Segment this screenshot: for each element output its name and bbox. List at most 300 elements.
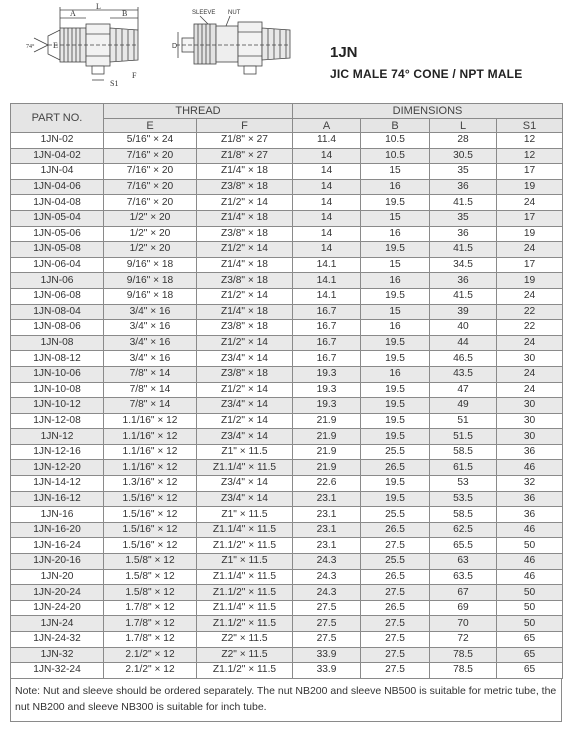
part-no-cell: 1JN-05-06	[11, 226, 104, 242]
dim-l-cell: 63.5	[430, 569, 497, 585]
dim-s1-cell: 65	[497, 632, 563, 648]
dim-a-cell: 27.5	[293, 616, 361, 632]
thread-f-cell: Z1" × 11.5	[197, 507, 293, 523]
dim-s1-cell: 24	[497, 242, 563, 258]
dim-s1-cell: 30	[497, 429, 563, 445]
dim-a-cell: 14	[293, 226, 361, 242]
thread-f-cell: Z3/4" × 14	[197, 398, 293, 414]
dim-s1-cell: 30	[497, 398, 563, 414]
dim-s1-cell: 22	[497, 304, 563, 320]
table-row	[11, 554, 563, 570]
dim-a-cell: 27.5	[293, 632, 361, 648]
dim-a-cell: 14	[293, 179, 361, 195]
thread-f-cell: Z1.1/2" × 11.5	[197, 663, 293, 679]
dim-a-cell: 14.1	[293, 273, 361, 289]
thread-e-cell: 1.7/8" × 12	[104, 616, 197, 632]
part-no-cell: 1JN-16-20	[11, 522, 104, 538]
part-no-cell: 1JN-20	[11, 569, 104, 585]
thread-e-cell: 1.1/16" × 12	[104, 413, 197, 429]
label-a: A	[70, 9, 76, 18]
dim-l-cell: 49	[430, 398, 497, 414]
dim-l-cell: 35	[430, 164, 497, 180]
table-row	[11, 304, 563, 320]
table-row	[11, 616, 563, 632]
part-no-cell: 1JN-08	[11, 335, 104, 351]
dim-b-cell: 19.5	[361, 429, 430, 445]
thread-e-cell: 1.1/16" × 12	[104, 429, 197, 445]
dim-a-cell: 16.7	[293, 304, 361, 320]
table-row	[11, 366, 563, 382]
header-b: B	[361, 119, 430, 133]
label-e: E	[53, 41, 58, 50]
table-row	[11, 632, 563, 648]
dim-s1-cell: 12	[497, 133, 563, 149]
header-part-no: PART NO.	[11, 104, 104, 133]
table-row	[11, 288, 563, 304]
dim-a-cell: 21.9	[293, 429, 361, 445]
table-row	[11, 398, 563, 414]
part-no-cell: 1JN-32-24	[11, 663, 104, 679]
table-row	[11, 273, 563, 289]
part-no-cell: 1JN-32	[11, 647, 104, 663]
dim-a-cell: 24.3	[293, 569, 361, 585]
dim-l-cell: 39	[430, 304, 497, 320]
table-row	[11, 491, 563, 507]
thread-e-cell: 1.7/8" × 12	[104, 632, 197, 648]
dim-s1-cell: 24	[497, 335, 563, 351]
thread-e-cell: 1.3/16" × 12	[104, 476, 197, 492]
table-row	[11, 476, 563, 492]
thread-f-cell: Z2" × 11.5	[197, 632, 293, 648]
dim-s1-cell: 24	[497, 382, 563, 398]
dim-a-cell: 21.9	[293, 413, 361, 429]
dim-b-cell: 16	[361, 273, 430, 289]
header-thread: THREAD	[104, 104, 293, 119]
thread-f-cell: Z1/2" × 14	[197, 288, 293, 304]
dim-l-cell: 36	[430, 273, 497, 289]
thread-f-cell: Z3/8" × 18	[197, 273, 293, 289]
dim-a-cell: 19.3	[293, 382, 361, 398]
part-no-cell: 1JN-12	[11, 429, 104, 445]
thread-f-cell: Z3/4" × 14	[197, 351, 293, 367]
part-no-cell: 1JN-05-08	[11, 242, 104, 258]
thread-f-cell: Z1/2" × 14	[197, 382, 293, 398]
part-no-cell: 1JN-24	[11, 616, 104, 632]
dim-l-cell: 70	[430, 616, 497, 632]
thread-f-cell: Z1.1/4" × 11.5	[197, 522, 293, 538]
thread-e-cell: 7/8" × 14	[104, 398, 197, 414]
thread-e-cell: 7/8" × 14	[104, 382, 197, 398]
header-dimensions: DIMENSIONS	[293, 104, 563, 119]
thread-e-cell: 5/16" × 24	[104, 133, 197, 149]
thread-f-cell: Z1/2" × 14	[197, 335, 293, 351]
dim-a-cell: 14	[293, 210, 361, 226]
thread-e-cell: 9/16" × 18	[104, 257, 197, 273]
dim-s1-cell: 36	[497, 491, 563, 507]
header	[0, 0, 566, 100]
dim-a-cell: 16.7	[293, 320, 361, 336]
part-no-cell: 1JN-10-08	[11, 382, 104, 398]
table-row	[11, 413, 563, 429]
dim-s1-cell: 30	[497, 413, 563, 429]
dim-l-cell: 30.5	[430, 148, 497, 164]
part-no-cell: 1JN-16	[11, 507, 104, 523]
thread-e-cell: 3/4" × 16	[104, 335, 197, 351]
thread-e-cell: 1.7/8" × 12	[104, 600, 197, 616]
header-f: F	[197, 119, 293, 133]
dim-s1-cell: 32	[497, 476, 563, 492]
dim-s1-cell: 19	[497, 179, 563, 195]
part-no-cell: 1JN-08-04	[11, 304, 104, 320]
label-b: B	[122, 9, 128, 18]
thread-e-cell: 7/8" × 14	[104, 366, 197, 382]
thread-f-cell: Z3/8" × 18	[197, 179, 293, 195]
label-sleeve: SLEEVE	[192, 10, 216, 16]
dim-b-cell: 19.5	[361, 413, 430, 429]
part-no-cell: 1JN-04	[11, 164, 104, 180]
dim-a-cell: 23.1	[293, 538, 361, 554]
dim-b-cell: 27.5	[361, 585, 430, 601]
dim-l-cell: 51.5	[430, 429, 497, 445]
dim-b-cell: 25.5	[361, 507, 430, 523]
dim-b-cell: 19.5	[361, 242, 430, 258]
part-no-cell: 1JN-06-04	[11, 257, 104, 273]
dim-b-cell: 19.5	[361, 382, 430, 398]
part-no-cell: 1JN-04-08	[11, 195, 104, 211]
thread-e-cell: 7/16" × 20	[104, 164, 197, 180]
part-no-cell: 1JN-05-04	[11, 210, 104, 226]
thread-f-cell: Z1/4" × 18	[197, 210, 293, 226]
thread-e-cell: 3/4" × 16	[104, 351, 197, 367]
product-title: 1JN	[330, 44, 358, 61]
dim-s1-cell: 17	[497, 210, 563, 226]
dim-s1-cell: 12	[497, 148, 563, 164]
dim-b-cell: 27.5	[361, 632, 430, 648]
dim-l-cell: 44	[430, 335, 497, 351]
table-row	[11, 179, 563, 195]
part-no-cell: 1JN-04-02	[11, 148, 104, 164]
dim-l-cell: 47	[430, 382, 497, 398]
table-row	[11, 507, 563, 523]
dim-l-cell: 41.5	[430, 288, 497, 304]
dim-l-cell: 58.5	[430, 444, 497, 460]
header-l: L	[430, 119, 497, 133]
thread-f-cell: Z3/8" × 18	[197, 320, 293, 336]
dim-b-cell: 10.5	[361, 133, 430, 149]
dim-l-cell: 53	[430, 476, 497, 492]
thread-e-cell: 1/2" × 20	[104, 242, 197, 258]
part-no-cell: 1JN-20-24	[11, 585, 104, 601]
thread-f-cell: Z1/4" × 18	[197, 304, 293, 320]
dim-l-cell: 41.5	[430, 195, 497, 211]
dim-b-cell: 15	[361, 210, 430, 226]
thread-e-cell: 9/16" × 18	[104, 273, 197, 289]
dim-s1-cell: 46	[497, 460, 563, 476]
dim-a-cell: 11.4	[293, 133, 361, 149]
thread-f-cell: Z1" × 11.5	[197, 444, 293, 460]
dim-l-cell: 78.5	[430, 647, 497, 663]
part-no-cell: 1JN-12-16	[11, 444, 104, 460]
dim-b-cell: 27.5	[361, 538, 430, 554]
dim-b-cell: 16	[361, 320, 430, 336]
dim-s1-cell: 50	[497, 585, 563, 601]
part-no-cell: 1JN-24-20	[11, 600, 104, 616]
thread-e-cell: 1.5/16" × 12	[104, 491, 197, 507]
dim-b-cell: 19.5	[361, 195, 430, 211]
dim-b-cell: 26.5	[361, 600, 430, 616]
dim-l-cell: 62.5	[430, 522, 497, 538]
dim-a-cell: 24.3	[293, 554, 361, 570]
dim-l-cell: 78.5	[430, 663, 497, 679]
thread-e-cell: 1.5/16" × 12	[104, 538, 197, 554]
thread-e-cell: 2.1/2" × 12	[104, 663, 197, 679]
dim-a-cell: 16.7	[293, 351, 361, 367]
dim-l-cell: 35	[430, 210, 497, 226]
thread-f-cell: Z3/8" × 18	[197, 366, 293, 382]
dim-l-cell: 72	[430, 632, 497, 648]
thread-e-cell: 2.1/2" × 12	[104, 647, 197, 663]
part-no-cell: 1JN-14-12	[11, 476, 104, 492]
part-no-cell: 1JN-08-12	[11, 351, 104, 367]
dim-a-cell: 33.9	[293, 647, 361, 663]
table-row	[11, 663, 563, 679]
thread-e-cell: 1/2" × 20	[104, 210, 197, 226]
table-row	[11, 210, 563, 226]
thread-f-cell: Z2" × 11.5	[197, 647, 293, 663]
dim-s1-cell: 19	[497, 273, 563, 289]
dim-b-cell: 10.5	[361, 148, 430, 164]
dim-l-cell: 40	[430, 320, 497, 336]
dim-s1-cell: 36	[497, 444, 563, 460]
dim-a-cell: 19.3	[293, 398, 361, 414]
dim-b-cell: 15	[361, 257, 430, 273]
dim-b-cell: 19.5	[361, 335, 430, 351]
table-row	[11, 164, 563, 180]
dim-l-cell: 67	[430, 585, 497, 601]
table-row	[11, 242, 563, 258]
table-row	[11, 600, 563, 616]
part-no-cell: 1JN-16-24	[11, 538, 104, 554]
label-l: L	[96, 2, 101, 11]
part-no-cell: 1JN-02	[11, 133, 104, 149]
table-row	[11, 226, 563, 242]
table-row	[11, 133, 563, 149]
dim-s1-cell: 17	[497, 164, 563, 180]
dim-s1-cell: 50	[497, 600, 563, 616]
table-row	[11, 569, 563, 585]
dim-b-cell: 25.5	[361, 554, 430, 570]
table-row	[11, 351, 563, 367]
dim-a-cell: 24.3	[293, 585, 361, 601]
dim-s1-cell: 65	[497, 663, 563, 679]
thread-e-cell: 1.5/8" × 12	[104, 554, 197, 570]
dim-l-cell: 53.5	[430, 491, 497, 507]
thread-f-cell: Z1.1/4" × 11.5	[197, 569, 293, 585]
dim-a-cell: 19.3	[293, 366, 361, 382]
dim-s1-cell: 24	[497, 366, 563, 382]
dim-a-cell: 21.9	[293, 444, 361, 460]
thread-e-cell: 9/16" × 18	[104, 288, 197, 304]
dim-a-cell: 27.5	[293, 600, 361, 616]
thread-e-cell: 1.5/16" × 12	[104, 507, 197, 523]
dim-l-cell: 46.5	[430, 351, 497, 367]
thread-f-cell: Z1/2" × 14	[197, 242, 293, 258]
thread-f-cell: Z1/4" × 18	[197, 257, 293, 273]
thread-f-cell: Z1" × 11.5	[197, 554, 293, 570]
dim-b-cell: 16	[361, 226, 430, 242]
label-s1: S1	[110, 79, 119, 88]
thread-e-cell: 1.5/16" × 12	[104, 522, 197, 538]
dim-l-cell: 41.5	[430, 242, 497, 258]
thread-e-cell: 3/4" × 16	[104, 304, 197, 320]
dim-a-cell: 22.6	[293, 476, 361, 492]
table-row	[11, 522, 563, 538]
assembly-drawing	[172, 2, 302, 82]
part-no-cell: 1JN-06-08	[11, 288, 104, 304]
thread-f-cell: Z1.1/2" × 11.5	[197, 616, 293, 632]
dim-b-cell: 25.5	[361, 444, 430, 460]
table-row	[11, 647, 563, 663]
thread-e-cell: 1.5/8" × 12	[104, 585, 197, 601]
table-row	[11, 195, 563, 211]
dim-s1-cell: 65	[497, 647, 563, 663]
dim-b-cell: 26.5	[361, 522, 430, 538]
dim-s1-cell: 24	[497, 195, 563, 211]
table-row	[11, 257, 563, 273]
dim-a-cell: 14	[293, 164, 361, 180]
dim-b-cell: 16	[361, 366, 430, 382]
header-e: E	[104, 119, 197, 133]
thread-f-cell: Z3/8" × 18	[197, 226, 293, 242]
dim-a-cell: 23.1	[293, 522, 361, 538]
product-heading	[330, 44, 522, 81]
dim-l-cell: 61.5	[430, 460, 497, 476]
dim-b-cell: 16	[361, 179, 430, 195]
thread-f-cell: Z1/8" × 27	[197, 133, 293, 149]
dim-l-cell: 36	[430, 179, 497, 195]
dim-l-cell: 34.5	[430, 257, 497, 273]
dim-s1-cell: 22	[497, 320, 563, 336]
dim-l-cell: 51	[430, 413, 497, 429]
thread-f-cell: Z1/4" × 18	[197, 164, 293, 180]
table-row	[11, 148, 563, 164]
dim-a-cell: 14.1	[293, 257, 361, 273]
dim-s1-cell: 19	[497, 226, 563, 242]
table-row	[11, 429, 563, 445]
table-row	[11, 382, 563, 398]
thread-f-cell: Z3/4" × 14	[197, 491, 293, 507]
dim-l-cell: 58.5	[430, 507, 497, 523]
dim-s1-cell: 24	[497, 288, 563, 304]
label-d: D	[172, 43, 178, 50]
thread-e-cell: 1.1/16" × 12	[104, 460, 197, 476]
dim-a-cell: 23.1	[293, 491, 361, 507]
part-no-cell: 1JN-24-32	[11, 632, 104, 648]
thread-e-cell: 1/2" × 20	[104, 226, 197, 242]
header-s1: S1	[497, 119, 563, 133]
label-nut: NUT	[228, 10, 241, 16]
label-angle: 74°	[26, 44, 35, 50]
thread-e-cell: 1.1/16" × 12	[104, 444, 197, 460]
dim-a-cell: 21.9	[293, 460, 361, 476]
dim-b-cell: 19.5	[361, 491, 430, 507]
table-row	[11, 444, 563, 460]
thread-f-cell: Z1.1/4" × 11.5	[197, 600, 293, 616]
part-no-cell: 1JN-12-20	[11, 460, 104, 476]
dim-s1-cell: 50	[497, 538, 563, 554]
dim-l-cell: 65.5	[430, 538, 497, 554]
dim-b-cell: 26.5	[361, 460, 430, 476]
dim-s1-cell: 46	[497, 554, 563, 570]
thread-f-cell: Z1.1/2" × 11.5	[197, 538, 293, 554]
note-text: Note: Nut and sleeve should be ordered separately. The nut NB200 and sleeve NB500 is suitable for metric tube, the nut NB200 and sleeve NB300 is suitable for inch tube.	[10, 679, 562, 722]
table-row	[11, 538, 563, 554]
thread-e-cell: 1.5/8" × 12	[104, 569, 197, 585]
dim-b-cell: 26.5	[361, 569, 430, 585]
thread-f-cell: Z1.1/2" × 11.5	[197, 585, 293, 601]
dim-a-cell: 14	[293, 148, 361, 164]
table-row	[11, 335, 563, 351]
thread-f-cell: Z1/2" × 14	[197, 413, 293, 429]
dim-b-cell: 27.5	[361, 647, 430, 663]
label-f: F	[132, 71, 137, 80]
dim-b-cell: 19.5	[361, 288, 430, 304]
dim-a-cell: 14	[293, 242, 361, 258]
part-no-cell: 1JN-12-08	[11, 413, 104, 429]
part-no-cell: 1JN-04-06	[11, 179, 104, 195]
dim-b-cell: 19.5	[361, 476, 430, 492]
dim-l-cell: 36	[430, 226, 497, 242]
dim-l-cell: 63	[430, 554, 497, 570]
spec-table	[10, 103, 563, 679]
thread-e-cell: 7/16" × 20	[104, 179, 197, 195]
dim-b-cell: 27.5	[361, 663, 430, 679]
table-row	[11, 320, 563, 336]
dim-b-cell: 15	[361, 164, 430, 180]
table-row	[11, 585, 563, 601]
dim-s1-cell: 50	[497, 616, 563, 632]
thread-f-cell: Z3/4" × 14	[197, 476, 293, 492]
dim-l-cell: 43.5	[430, 366, 497, 382]
dim-a-cell: 16.7	[293, 335, 361, 351]
dim-s1-cell: 36	[497, 507, 563, 523]
thread-e-cell: 7/16" × 20	[104, 148, 197, 164]
dim-a-cell: 33.9	[293, 663, 361, 679]
thread-e-cell: 7/16" × 20	[104, 195, 197, 211]
part-no-cell: 1JN-16-12	[11, 491, 104, 507]
dim-s1-cell: 30	[497, 351, 563, 367]
spec-table-body	[11, 133, 563, 679]
thread-e-cell: 3/4" × 16	[104, 320, 197, 336]
table-row	[11, 460, 563, 476]
thread-f-cell: Z1.1/4" × 11.5	[197, 460, 293, 476]
dim-a-cell: 14	[293, 195, 361, 211]
dim-l-cell: 28	[430, 133, 497, 149]
dim-b-cell: 19.5	[361, 398, 430, 414]
dim-b-cell: 15	[361, 304, 430, 320]
fitting-drawing	[26, 2, 156, 94]
product-subtitle: JIC MALE 74° CONE / NPT MALE	[330, 67, 523, 81]
thread-f-cell: Z1/8" × 27	[197, 148, 293, 164]
part-no-cell: 1JN-06	[11, 273, 104, 289]
thread-f-cell: Z3/4" × 14	[197, 429, 293, 445]
part-no-cell: 1JN-08-06	[11, 320, 104, 336]
dim-b-cell: 19.5	[361, 351, 430, 367]
dim-s1-cell: 46	[497, 569, 563, 585]
header-a: A	[293, 119, 361, 133]
dim-l-cell: 69	[430, 600, 497, 616]
part-no-cell: 1JN-20-16	[11, 554, 104, 570]
